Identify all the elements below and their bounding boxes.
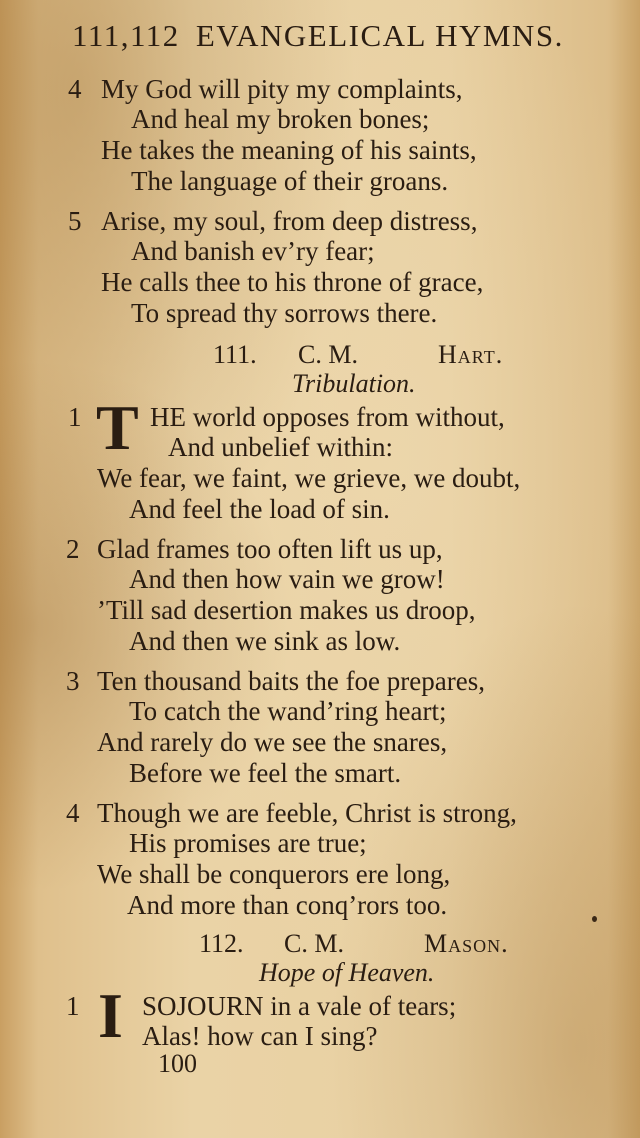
- verse-line: My God will pity my complaints,: [101, 74, 463, 104]
- verse-line: His promises are true;: [129, 828, 367, 858]
- verse-line: And heal my broken bones;: [131, 104, 430, 134]
- verse-line: And then how vain we grow!: [129, 564, 445, 594]
- verse-line: Alas! how can I sing?: [142, 1021, 378, 1051]
- hymn-author: Hart.: [438, 340, 504, 369]
- verse-number: 5: [68, 206, 82, 236]
- verse-number: 3: [66, 666, 80, 696]
- verse-line: The language of their groans.: [131, 166, 449, 196]
- hymn-heading: [199, 931, 509, 957]
- hymn-number: 111.: [213, 340, 257, 369]
- verse-line: And then we sink as low.: [129, 626, 401, 656]
- verse-line: We shall be conquerors ere long,: [97, 859, 451, 889]
- verse-number: 1: [66, 991, 80, 1021]
- hymn-meter: C. M.: [284, 929, 344, 958]
- hymn-meter: C. M.: [298, 340, 358, 369]
- verse-line: Ten thousand baits the foe prepares,: [97, 666, 485, 696]
- verse-line: To catch the wand’ring heart;: [129, 696, 447, 726]
- verse-line: Arise, my soul, from deep distress,: [101, 206, 478, 236]
- drop-capital: T: [96, 392, 139, 463]
- hymn-heading: [213, 342, 503, 368]
- header-hymn-numbers: 111,112: [72, 18, 180, 53]
- hymn-subject: Hope of Heaven.: [259, 958, 435, 987]
- running-header: [72, 18, 564, 54]
- verse-line: We fear, we faint, we grieve, we doubt,: [97, 463, 521, 493]
- verse-number: 4: [66, 798, 80, 828]
- verse-line: And more than conq’rors too.: [127, 890, 448, 920]
- verse-line: And unbelief within:: [168, 432, 393, 462]
- hymn-number: 112.: [199, 929, 244, 958]
- page-number: 100: [158, 1049, 197, 1078]
- verse-line: He calls thee to his throne of grace,: [101, 267, 484, 297]
- verse-line: Glad frames too often lift us up,: [97, 534, 443, 564]
- hymn-author: Mason.: [424, 929, 509, 958]
- verse-line: And banish ev’ry fear;: [131, 236, 375, 266]
- drop-capital: I: [98, 980, 123, 1051]
- verse-line: HE world opposes from without,: [150, 402, 505, 432]
- verse-line: And rarely do we see the snares,: [97, 727, 448, 757]
- verse-line: SOJOURN in a vale of tears;: [142, 991, 457, 1021]
- verse-line: He takes the meaning of his saints,: [101, 135, 477, 165]
- verse-number: 4: [68, 74, 82, 104]
- ink-speck: [592, 916, 597, 922]
- verse-number: 2: [66, 534, 80, 564]
- verse-line: Though we are feeble, Christ is strong,: [97, 798, 517, 828]
- verse-line: And feel the load of sin.: [129, 494, 390, 524]
- hymn-subject: Tribulation.: [292, 369, 416, 398]
- verse-line: ’Till sad desertion makes us droop,: [97, 595, 476, 625]
- verse-number: 1: [68, 402, 82, 432]
- verse-line: To spread thy sorrows there.: [131, 298, 438, 328]
- verse-line: Before we feel the smart.: [129, 758, 402, 788]
- header-title: EVANGELICAL HYMNS.: [195, 18, 564, 53]
